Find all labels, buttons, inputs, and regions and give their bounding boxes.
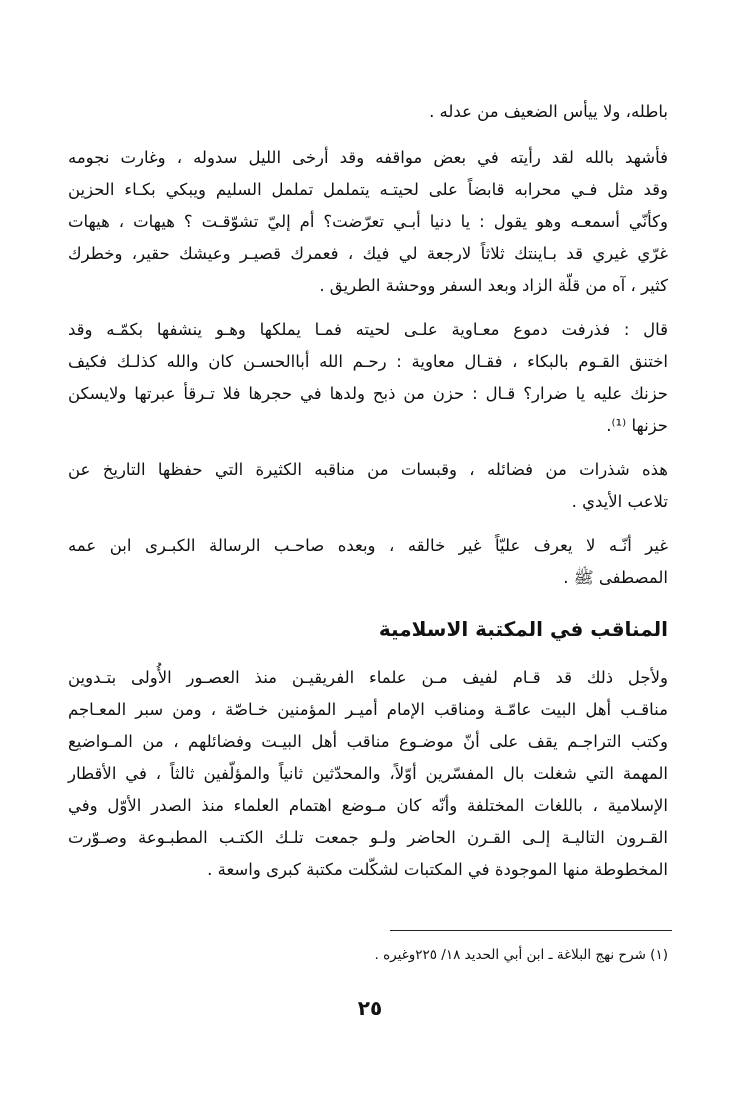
footnote-divider <box>390 930 672 931</box>
paragraph-line: هذه شذرات من فضائله ، وقبسات من مناقبه الكثيرة التي حفظها التاريخ عن <box>68 460 668 479</box>
paragraph-line: الإسلامية ، باللغات المختلفة وأنّه كان مـوضع اهتمام العلماء منذ الصدر الأوّل وفي <box>68 796 668 815</box>
paragraph-5 <box>68 662 668 886</box>
paragraph-0 <box>68 96 668 128</box>
page-body <box>68 96 668 898</box>
paragraph-line: القـرون التاليـة إلـى القـرن الحاضر ولـو جمعت تلـك الكتـب المطبـوعة وصـوّرت <box>68 828 668 847</box>
paragraph-line: المصطفى ﷺ . <box>563 568 668 587</box>
paragraph-line: وكتب التراجـم يقف على أنّ موضـوع مناقب أهل البيـت وفضائلهم ، من المـواضيع <box>68 732 668 751</box>
paragraph-line: قال : فذرفت دموع معـاوية علـى لحيته فمـا يملكها وهـو ينشفها بكمّـه وقد <box>68 320 668 339</box>
paragraph-line: مناقـب أهل البيت عامّـة ومناقب الإمام أميـر المؤمنين خـاصّة ، ومن سبر المعـاجم <box>68 700 668 719</box>
paragraph-line: فأشهد بالله لقد رأيته في بعض مواقفه وقد أرخى الليل سدوله ، وغارت نجومه <box>68 148 668 167</box>
paragraph-3 <box>68 454 668 518</box>
paragraph-line: المخطوطة منها الموجودة في المكتبات لشكّلت مكتبة كبرى واسعة . <box>207 860 668 879</box>
paragraph-line: وكأنّي أسمعـه وهو يقول : يا دنيا أبـي تعرّضت؟ أم إليّ تشوّقـت ؟ هيهات ، هيهات <box>68 212 668 231</box>
paragraph-line: حزنك عليه يا ضرار؟ قـال : حزن من ذبح ولدها في حجرها فلا تـرقأ عبرتها ولايسكن <box>68 384 668 403</box>
paragraph-line: غير أنّـه لا يعرف عليّاً غير خالقه ، وبعده صاحـب الرسالة الكبـرى ابن عمه <box>68 536 668 555</box>
paragraph-line: اختنق القـوم بالبكاء ، فقـال معاوية : رحـم الله أباالحسـن كان والله كذلـك فكيف <box>68 352 668 371</box>
paragraph-line: تلاعب الأيدي . <box>571 492 668 511</box>
section-heading: المناقب في المكتبة الاسلامية <box>378 617 668 641</box>
paragraph-line: حزنها ⁽¹⁾. <box>606 416 668 435</box>
paragraph-4 <box>68 530 668 594</box>
paragraph-1 <box>68 142 668 302</box>
paragraph-2 <box>68 314 668 442</box>
footnote: (١) شرح نهج البلاغة ـ ابن أبي الحديد ١٨/ ٢٢٥وغيره . <box>374 947 668 963</box>
paragraph-line: ولأجل ذلك قد قـام لفيف مـن علماء الفريقيـن منذ العصـور الأُولى بتـدوين <box>68 668 668 687</box>
paragraph-line: كثير ، آه من قلّة الزاد وبعد السفر ووحشة الطريق . <box>319 276 668 295</box>
paragraph-line: وقد مثل فـي محرابه قابضاً على لحيتـه يتململ تململ السليم ويبكي بكـاء الحزين <box>68 180 668 199</box>
paragraph-line: باطله، ولا ييأس الضعيف من عدله . <box>429 102 668 121</box>
paragraph-line: المهمة التي شغلت بال المفسّرين أوّلاً، والمحدّثين ثانياً والمؤلّفين ثالثاً ، في الأقطار <box>68 764 668 783</box>
page-number: ٢٥ <box>357 996 383 1020</box>
paragraph-line: غرّي غيري قد بـاينتك ثلاثاً لارجعة لي فيك ، فعمرك قصيـر وعيشك حقير، وخطرك <box>68 244 668 263</box>
